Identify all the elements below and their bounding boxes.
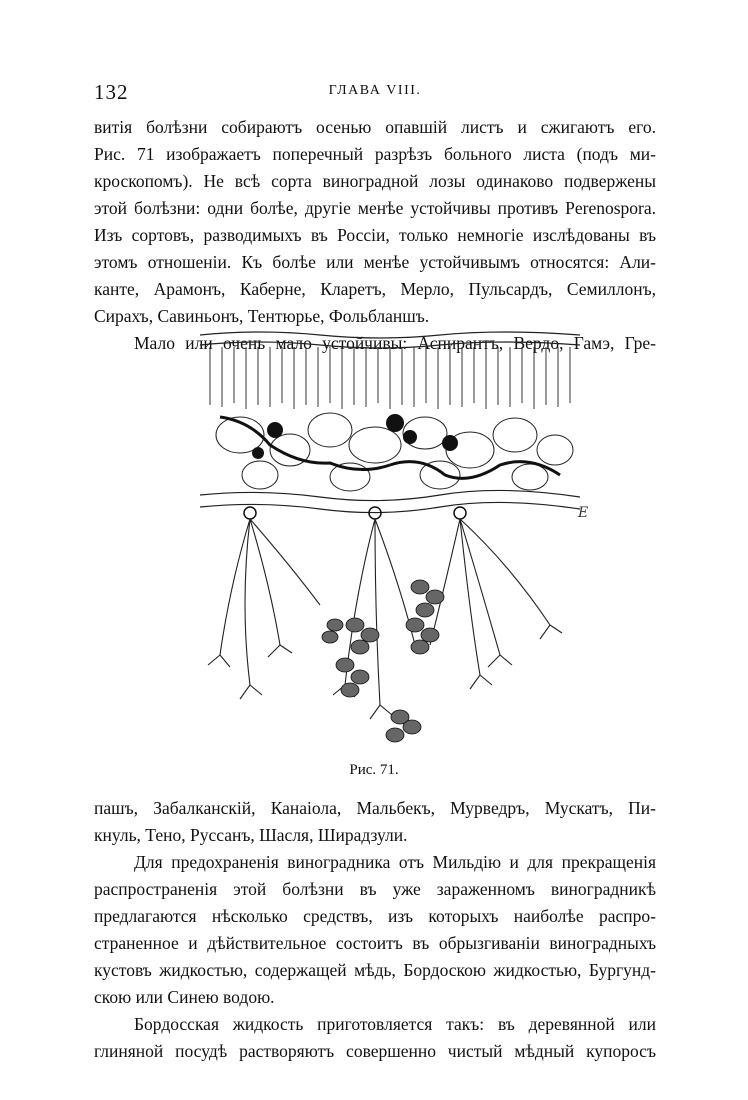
text-line: Рис. 71 изображаетъ поперечный разрѣзъ больного листа (подъ ми- (94, 144, 656, 164)
page-number: 132 (94, 80, 129, 104)
text-line: распространенія этой болѣзни въ уже зараженномъ виноградникѣ (94, 879, 656, 899)
text-block-top (94, 114, 656, 357)
text-block-bottom (94, 795, 656, 1065)
text-line: витія болѣзни собираютъ осенью опавшій листъ и сжигаютъ его. (94, 117, 656, 137)
text-line: канте, Арамонъ, Каберне, Кларетъ, Мерло, Пульсардъ, Семиллонъ, (94, 279, 656, 299)
text-line: Мало или очень мало устойчивы: Аспирантъ, Вердо, Гамэ, Гре- (134, 333, 656, 353)
text-line: страненное и дѣйствительное состоитъ въ обрызгиваніи виноградныхъ (94, 933, 656, 953)
running-head: ГЛАВА VIII. (328, 83, 422, 98)
text-line: этой болѣзни: одни болѣе, другіе менѣе устойчивы противъ Perenospora. (94, 198, 656, 218)
text-line: этомъ отношеніи. Къ болѣе или менѣе устойчивымъ относятся: Али- (94, 252, 656, 272)
text-line: пашъ, Забалканскій, Канаіола, Мальбекъ, Мурведръ, Мускатъ, Пи- (94, 798, 656, 818)
leaf-cross-section-figure (180, 325, 600, 765)
text-line: Для предохраненія виноградника отъ Мильдію и для прекращенія (134, 852, 656, 872)
page-header (94, 80, 656, 104)
text-line: глиняной посудѣ растворяютъ совершенно чистый мѣдный купоросъ (94, 1041, 656, 1061)
figure-caption: Рис. 71. (349, 762, 399, 778)
text-line: Бордосская жидкость приготовляется такъ: въ деревянной или (134, 1014, 656, 1034)
text-line: Изъ сортовъ, разводимыхъ въ Россіи, только немногіе изслѣдованы въ (94, 225, 656, 245)
text-line: кроскопомъ). Не всѣ сорта виноградной лозы одинаково подвержены (94, 171, 656, 191)
text-line: предлагаются нѣсколько средствъ, изъ которыхъ наиболѣе распро- (94, 906, 656, 926)
text-line: кустовъ жидкостью, содержащей мѣдь, Бордоскою жидкостью, Бургунд- (94, 960, 656, 980)
text-line: скою или Синею водою. (94, 987, 275, 1007)
figure-letter: E (578, 505, 589, 521)
text-line: кнуль, Тено, Руссанъ, Шасля, Ширадзули. (94, 825, 408, 845)
text-line: Сирахъ, Савиньонъ, Тентюрье, Фольбланшъ. (94, 306, 430, 326)
